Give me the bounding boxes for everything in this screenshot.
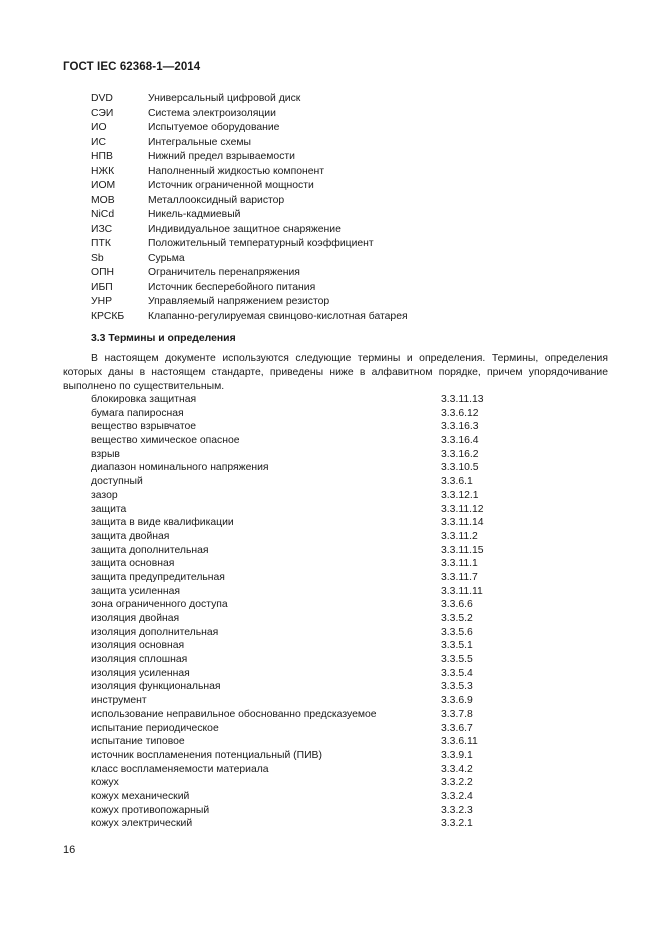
term-name: защита в виде квалификации xyxy=(91,517,234,529)
term-reference: 3.3.11.7 xyxy=(441,571,478,583)
term-reference: 3.3.9.1 xyxy=(441,749,473,761)
abbreviation-code: МОВ xyxy=(91,194,115,206)
abbreviation-meaning: Испытуемое оборудование xyxy=(148,122,280,133)
term-name: испытание типовое xyxy=(91,736,185,748)
term-reference: 3.3.11.11 xyxy=(441,585,483,597)
term-reference: 3.3.7.8 xyxy=(441,708,473,720)
abbreviation-row xyxy=(91,136,408,151)
term-reference: 3.3.11.12 xyxy=(441,503,484,515)
term-name: вещество взрывчатое xyxy=(91,421,197,433)
abbreviation-code: ИО xyxy=(91,122,107,133)
term-reference: 3.3.12.1 xyxy=(441,489,479,501)
term-row xyxy=(91,393,521,407)
term-name: кожух механический xyxy=(91,790,190,802)
term-row xyxy=(91,817,521,831)
abbreviation-meaning: Сурьма xyxy=(148,252,185,264)
term-row xyxy=(91,790,521,804)
term-name: диапазон номинального напряжения xyxy=(91,462,269,474)
term-name: доступный xyxy=(91,476,143,488)
term-reference: 3.3.2.1 xyxy=(441,818,473,830)
term-row xyxy=(91,420,521,434)
term-name: использование неправильное обоснованно предсказуемое xyxy=(91,708,377,720)
term-row xyxy=(91,626,521,640)
abbreviation-code: DVD xyxy=(91,93,113,104)
term-row xyxy=(91,776,521,790)
term-name: защита двойная xyxy=(91,530,170,542)
term-row xyxy=(91,735,521,749)
abbreviation-meaning: Универсальный цифровой диск xyxy=(148,93,301,104)
abbreviation-row xyxy=(91,310,408,325)
term-name: кожух противопожарный xyxy=(91,804,210,816)
abbreviation-row xyxy=(91,295,408,310)
abbreviation-meaning: Наполненный жидкостью компонент xyxy=(148,165,324,177)
abbreviation-row xyxy=(91,208,408,223)
term-row xyxy=(91,612,521,626)
page-number: 16 xyxy=(63,844,76,856)
term-name: изоляция дополнительная xyxy=(91,626,219,638)
term-row xyxy=(91,804,521,818)
abbreviation-code: NiCd xyxy=(91,209,115,220)
term-row xyxy=(91,639,521,653)
term-reference: 3.3.4.2 xyxy=(441,763,473,775)
term-reference: 3.3.6.1 xyxy=(441,476,473,488)
term-reference: 3.3.6.11 xyxy=(441,736,478,748)
abbreviation-meaning: Ограничитель перенапряжения xyxy=(148,267,300,278)
abbreviation-code: Sb xyxy=(91,252,104,264)
term-reference: 3.3.11.15 xyxy=(441,544,484,556)
abbreviation-meaning: Индивидуальное защитное снаряжение xyxy=(148,223,341,235)
abbreviation-code: НЖК xyxy=(91,165,115,177)
term-name: зона ограниченного доступа xyxy=(91,599,228,611)
term-name: инструмент xyxy=(91,695,147,707)
section-title: 3.3 Термины и определения xyxy=(91,333,236,344)
term-name: блокировка защитная xyxy=(91,394,197,405)
abbreviation-code: ИБП xyxy=(91,281,113,293)
term-row xyxy=(91,516,521,530)
term-row xyxy=(91,598,521,612)
term-name: взрыв xyxy=(91,448,120,460)
abbreviation-row xyxy=(91,150,408,165)
abbreviation-row xyxy=(91,92,408,107)
abbreviation-row xyxy=(91,252,408,267)
abbreviation-meaning: Интегральные схемы xyxy=(148,136,251,148)
term-reference: 3.3.2.3 xyxy=(441,804,473,816)
term-row xyxy=(91,749,521,763)
term-row xyxy=(91,461,521,475)
abbreviation-code: УНР xyxy=(91,296,113,307)
term-name: бумага папиросная xyxy=(91,407,184,419)
term-row xyxy=(91,448,521,462)
abbreviation-row xyxy=(91,281,408,296)
term-reference: 3.3.11.14 xyxy=(441,517,484,529)
abbreviation-row xyxy=(91,165,408,180)
term-row xyxy=(91,722,521,736)
abbreviation-code: ИЗС xyxy=(91,223,113,235)
term-reference: 3.3.16.2 xyxy=(441,448,479,460)
term-name: изоляция сплошная xyxy=(91,654,188,666)
term-row xyxy=(91,434,521,448)
term-reference: 3.3.2.4 xyxy=(441,790,473,802)
term-name: изоляция функциональная xyxy=(91,681,221,693)
term-row xyxy=(91,585,521,599)
abbreviation-meaning: Положительный температурный коэффициент xyxy=(148,238,374,249)
term-name: класс воспламеняемости материала xyxy=(91,763,269,775)
term-reference: 3.3.6.12 xyxy=(441,407,479,419)
term-reference: 3.3.11.2 xyxy=(441,530,478,542)
term-name: изоляция усиленная xyxy=(91,667,190,679)
term-row xyxy=(91,489,521,503)
term-name: защита усиленная xyxy=(91,585,181,597)
abbreviation-row xyxy=(91,179,408,194)
term-reference: 3.3.6.9 xyxy=(441,695,473,707)
abbreviation-row xyxy=(91,237,408,252)
term-reference: 3.3.6.6 xyxy=(441,599,473,611)
term-row xyxy=(91,571,521,585)
abbreviation-meaning: Управляемый напряжением резистор xyxy=(148,296,330,307)
term-name: испытание периодическое xyxy=(91,722,219,734)
term-name: кожух электрический xyxy=(91,818,193,830)
abbreviation-meaning: Клапанно-регулируемая свинцово-кислотная батарея xyxy=(148,310,408,322)
term-reference: 3.3.11.13 xyxy=(441,394,484,405)
abbreviation-row xyxy=(91,194,408,209)
term-name: вещество химическое опасное xyxy=(91,435,240,447)
term-row xyxy=(91,557,521,571)
term-reference: 3.3.5.1 xyxy=(441,640,473,652)
abbreviation-code: НПВ xyxy=(91,151,113,162)
term-row xyxy=(91,653,521,667)
term-reference: 3.3.2.2 xyxy=(441,777,473,789)
term-row xyxy=(91,407,521,421)
abbreviation-code: ОПН xyxy=(91,267,115,278)
abbreviation-meaning: Нижний предел взрываемости xyxy=(148,151,295,162)
terms-index xyxy=(91,393,521,831)
abbreviation-meaning: Источник бесперебойного питания xyxy=(148,281,316,293)
term-name: кожух xyxy=(91,777,119,789)
term-name: зазор xyxy=(91,489,118,501)
term-reference: 3.3.5.5 xyxy=(441,654,473,666)
abbreviation-meaning: Источник ограниченной мощности xyxy=(148,180,314,191)
term-name: защита xyxy=(91,503,127,515)
term-reference: 3.3.6.7 xyxy=(441,722,473,734)
abbreviation-list xyxy=(91,92,408,324)
abbreviation-meaning: Никель-кадмиевый xyxy=(148,209,241,220)
term-reference: 3.3.5.4 xyxy=(441,667,473,679)
term-reference: 3.3.16.3 xyxy=(441,421,479,433)
term-row xyxy=(91,667,521,681)
term-reference: 3.3.5.3 xyxy=(441,681,473,693)
term-reference: 3.3.11.1 xyxy=(441,558,478,570)
term-name: источник воспламенения потенциальный (ПИВ) xyxy=(91,749,322,761)
abbreviation-meaning: Металлооксидный варистор xyxy=(148,194,285,206)
term-name: защита предупредительная xyxy=(91,571,225,583)
abbreviation-row xyxy=(91,121,408,136)
term-reference: 3.3.5.6 xyxy=(441,626,473,638)
term-row xyxy=(91,544,521,558)
term-row xyxy=(91,708,521,722)
term-name: изоляция двойная xyxy=(91,613,180,624)
term-row xyxy=(91,530,521,544)
term-name: защита основная xyxy=(91,558,175,570)
term-row xyxy=(91,680,521,694)
abbreviation-code: СЭИ xyxy=(91,107,114,119)
abbreviation-code: ИОМ xyxy=(91,180,116,191)
term-row xyxy=(91,503,521,517)
abbreviation-meaning: Система электроизоляции xyxy=(148,107,276,119)
abbreviation-row xyxy=(91,266,408,281)
term-name: изоляция основная xyxy=(91,640,185,652)
term-reference: 3.3.5.2 xyxy=(441,613,473,624)
term-row xyxy=(91,694,521,708)
abbreviation-code: ПТК xyxy=(91,238,111,249)
abbreviation-row xyxy=(91,107,408,122)
section-intro: В настоящем документе используются следующие термины и определения. Термины, определения которых даны в настоящем стандарте, приведены ниже в алфавитном порядке, причем упорядочивание выполнено по существительным. xyxy=(63,353,608,392)
term-reference: 3.3.10.5 xyxy=(441,462,479,474)
term-reference: 3.3.16.4 xyxy=(441,435,479,447)
document-header: ГОСТ IEC 62368-1—2014 xyxy=(63,61,201,73)
abbreviation-code: ИС xyxy=(91,136,106,148)
term-row xyxy=(91,763,521,777)
abbreviation-row xyxy=(91,223,408,238)
term-row xyxy=(91,475,521,489)
term-name: защита дополнительная xyxy=(91,544,209,556)
abbreviation-code: КРСКБ xyxy=(91,310,125,322)
